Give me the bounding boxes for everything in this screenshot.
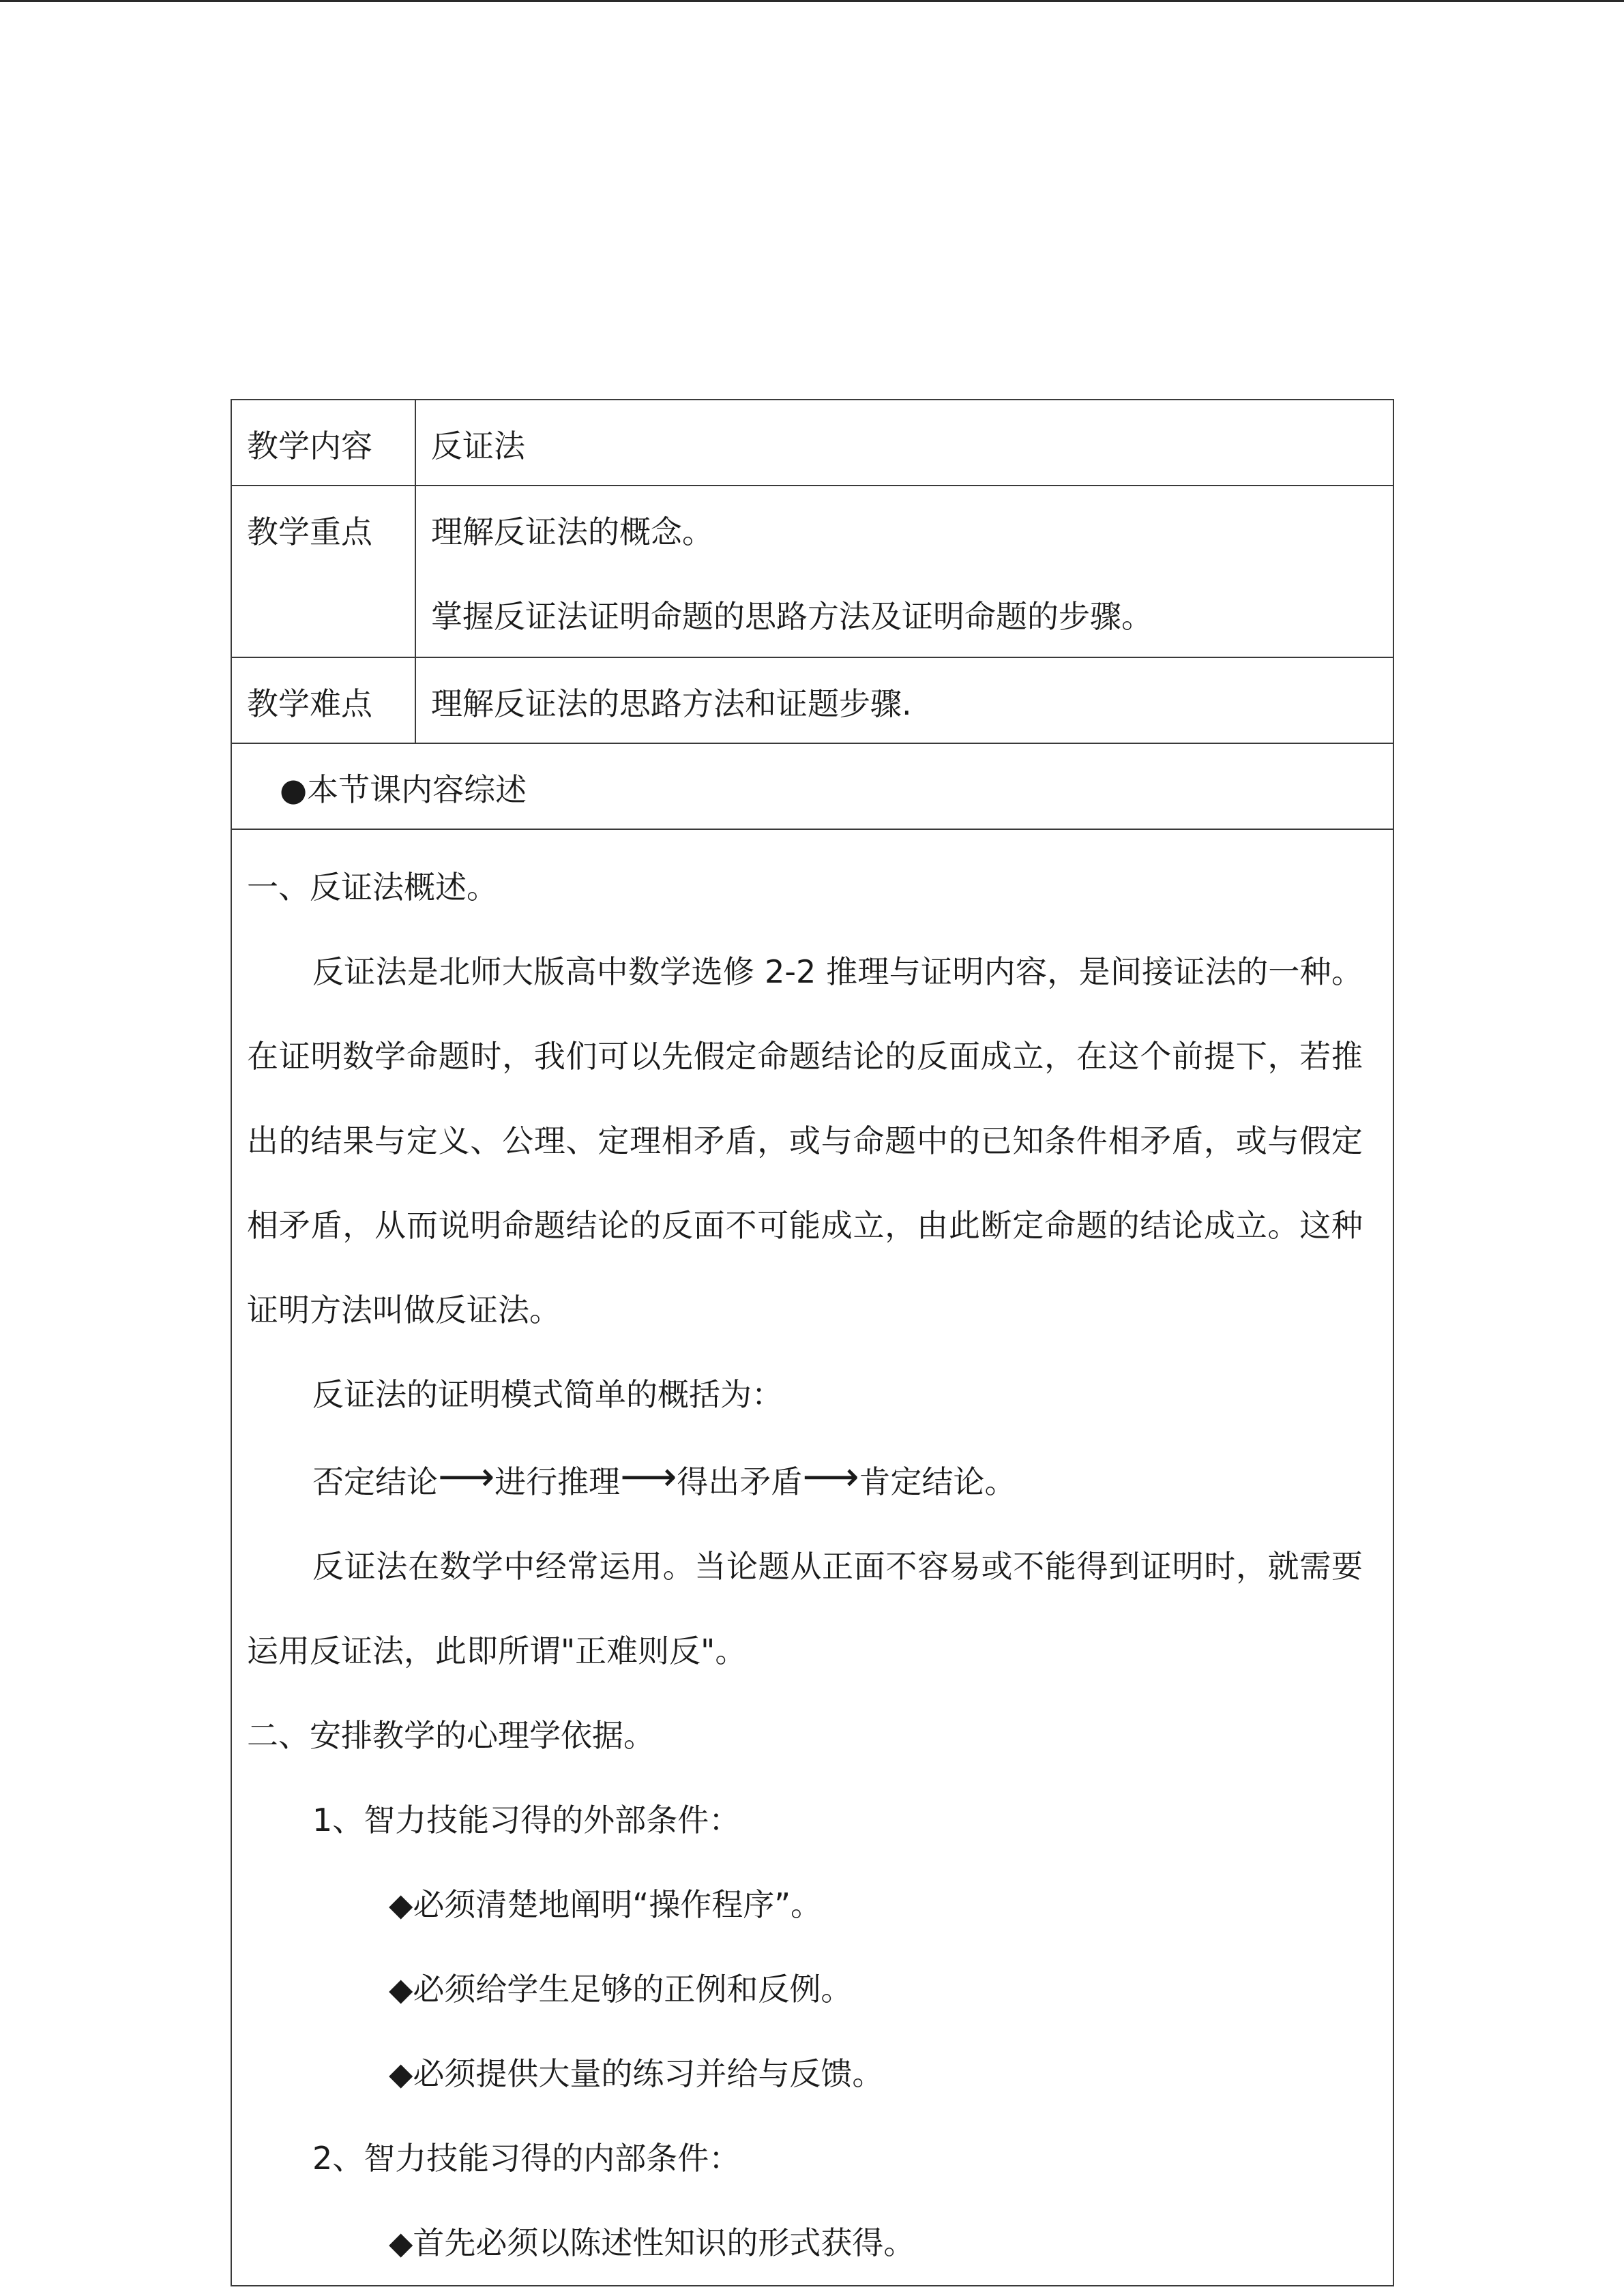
section-1-title: 一、反证法概述。 [247,869,498,906]
table-row-content [231,400,1393,486]
row-label-content: 教学内容 [247,428,372,464]
flow-step-2: 进行推理 [494,1463,621,1500]
table-row-difficulties [231,657,1393,743]
flow-step-4: 肯定结论。 [859,1463,1016,1500]
body-content [232,830,1393,2285]
proof-flow [247,1437,1363,1524]
key-point-1: 理解反证法的概念。 [431,513,713,550]
label-cell [231,400,415,486]
value-cell [415,657,1393,743]
arrow-right-icon: ⟶ [438,1453,495,1500]
body-cell [231,829,1393,2286]
overview-title: ●本节课内容综述 [280,771,527,808]
page-top-border [0,0,1624,2]
section-2-title: 二、安排教学的心理学依据。 [247,1717,655,1754]
subsection-1-title: 1、智力技能习得的外部条件： [312,1802,741,1838]
lesson-plan-table [231,399,1394,2286]
value-cell [415,400,1393,486]
label-cell [231,486,415,657]
flow-step-1: 否定结论 [312,1463,438,1500]
list-item: ◆必须给学生足够的正例和反例。 [389,1971,853,2008]
value-cell [415,486,1393,657]
paragraph-usage: 反证法在数学中经常运用。当论题从正面不容易或不能得到证明时，就需要运用反证法，此即所谓"正难则反"。 [247,1548,1363,1669]
value-topic: 反证法 [431,428,525,464]
paragraph-pattern-intro: 反证法的证明模式简单的概括为： [312,1376,783,1413]
row-label-key-points: 教学重点 [247,513,372,550]
arrow-right-icon: ⟶ [802,1453,859,1500]
key-point-2: 掌握反证法证明命题的思路方法及证明命题的步骤。 [431,598,1153,635]
label-cell [231,657,415,743]
paragraph-definition: 反证法是北师大版高中数学选修 2-2 推理与证明内容，是间接证法的一种。在证明数学命题时，我们可以先假定命题结论的反面成立，在这个前提下，若推出的结果与定义、公理、定理相矛盾，或与命题中的已知条件相矛盾，或与假定相矛盾，从而说明命题结论的反面不可能成立，由此断定命题的结论成立。这种证明方法叫做反证法。 [247,953,1363,1328]
arrow-right-icon: ⟶ [620,1453,677,1500]
list-item: ◆首先必须以陈述性知识的形式获得。 [389,2224,915,2261]
table-row-body [231,829,1393,2286]
flow-step-3: 得出矛盾 [677,1463,803,1500]
subsection-2-title: 2、智力技能习得的内部条件： [312,2140,741,2177]
overview-cell [231,743,1393,829]
list-item: ◆必须清楚地阐明“操作程序”。 [389,1886,823,1923]
row-label-difficulties: 教学难点 [247,685,372,722]
difficulty-1: 理解反证法的思路方法和证题步骤. [431,685,912,722]
list-item: ◆必须提供大量的练习并给与反馈。 [389,2055,884,2092]
table-row-key-points [231,486,1393,657]
table-row-overview [231,743,1393,829]
